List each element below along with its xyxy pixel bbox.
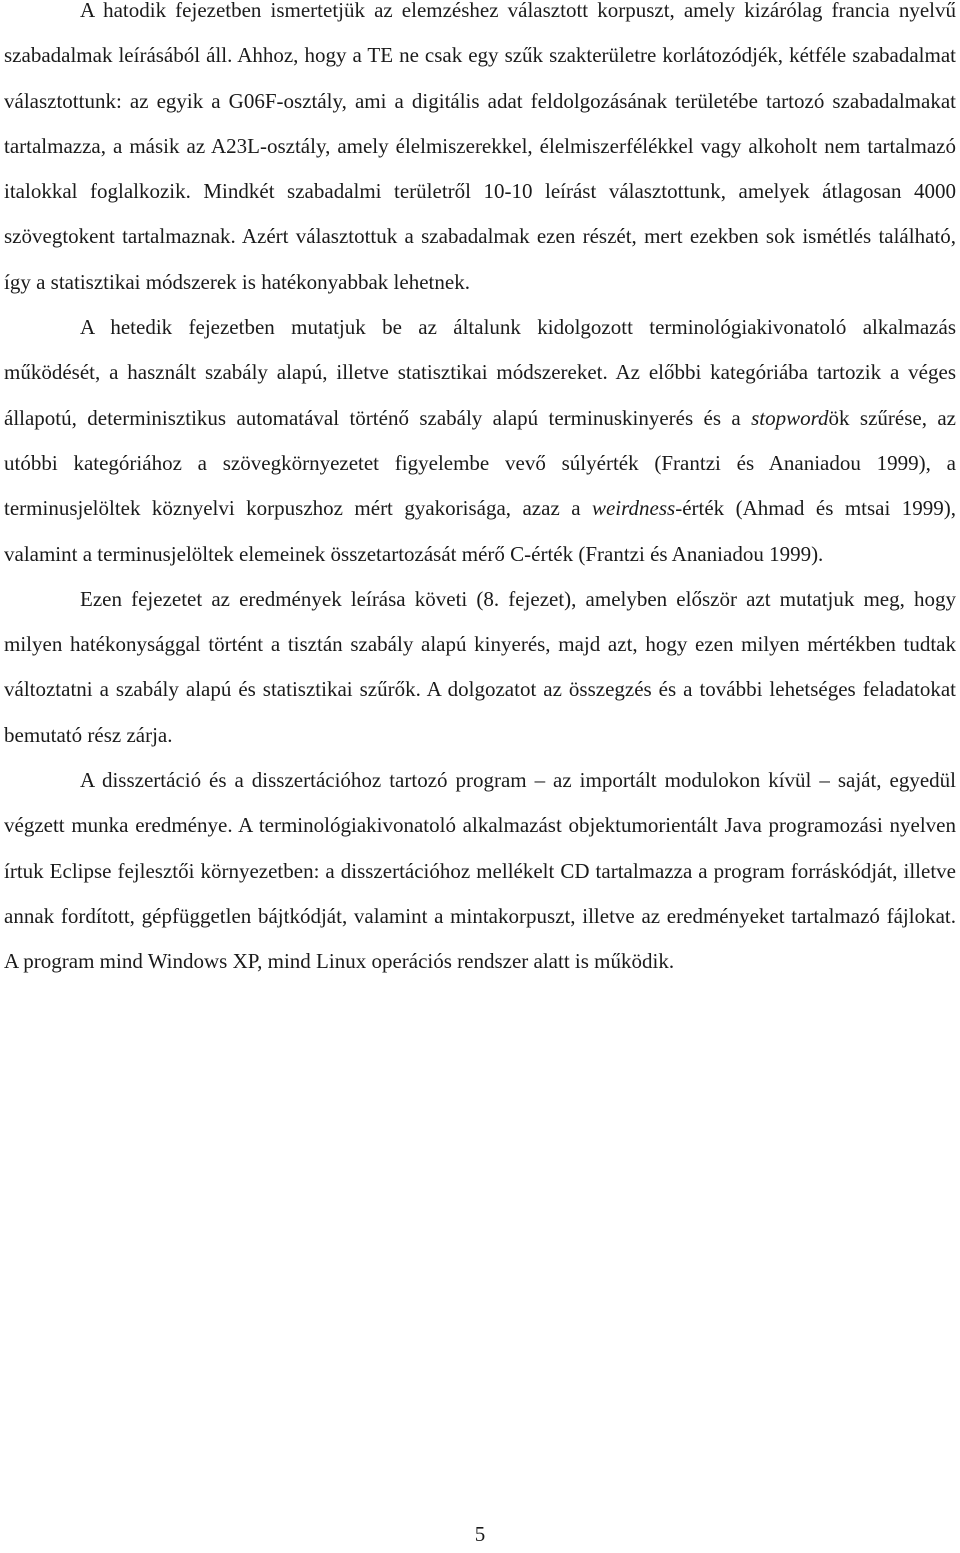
paragraph-text: A hatodik fejezetben ismertetjük az elemzéshez választott korpuszt, amely kizárólag francia nyelvű szabadalmak leírásából áll. Ahhoz, hogy a TE ne csak egy szűk szakterületre korlátozódjék, kétféle szabadalmat választottunk: az egyik a G06F-osztály, ami a digitális adat feldolgozásának területébe tartozó szabadalmakat tartalmazza, a másik az A23L-osztály, amely élelmiszerekkel, élelmiszerfélékkel vagy alkoholt nem tartalmazó italokkal foglalkozik. Mindkét szabadalmi területről 10-10 leírást választottunk, amelyek átlagosan 4000 szövegtokent tartalmaznak. Azért választottuk a szabadalmak ezen részét, mert ezekben sok ismétlés található, így a statisztikai módszerek is hatékonyabbak lehetnek. <box>4 0 956 294</box>
paragraph-text: A disszertáció és a disszertációhoz tartozó program – az importált modulokon kívül – saját, egyedül végzett munka eredménye. A terminológiakivonatoló alkalmazást objektumorientált Java programozási nyelven írtuk Eclipse fejlesztői környezetben: a disszertációhoz mellékelt CD tartalmazza a program forráskódját, illetve annak fordított, gépfüggetlen bájtkódját, valamint a mintakorpuszt, illetve az eredményeket tartalmazó fájlokat. A program mind Windows XP, mind Linux operációs rendszer alatt is működik. <box>4 768 956 974</box>
paragraph-text: ök szűrése, az utóbbi kategóriához a szövegkörnyezetet figyelembe vevő súlyérték (Frantzi és Ananiadou 1999), a terminusjelöltek köznyelvi korpuszhoz mért gyakorisága, azaz a <box>4 405 956 521</box>
italic-term-weirdness: weirdness <box>591 496 676 521</box>
page-number: 5 <box>474 1522 486 1546</box>
paragraph-text: Ezen fejezetet az eredmények leírása követi (8. fejezet), amelyben először azt mutatjuk meg, hogy milyen hatékonysággal történt a tisztán szabály alapú kinyerés, majd azt, hogy ezen milyen mértékben tudtak változtatni a szabály alapú és statisztikai szűrők. A dolgozatot az összegzés és a további lehetséges feladatokat bemutató rész zárja. <box>4 586 956 747</box>
paragraph-text: A hetedik fejezetben mutatjuk be az általunk kidolgozott terminológiakivonatoló alkalmazás működését, a használt szabály alapú, illetve statisztikai módszereket. Az előbbi kategóriába tartozik a véges állapotú, determinisztikus automatával történő szabály alapú terminuskinyerés és a <box>4 315 956 430</box>
italic-term-stopword: stopword <box>751 405 829 430</box>
paragraph-1 <box>4 0 956 305</box>
paragraph-4 <box>4 758 956 984</box>
document-body <box>4 0 956 985</box>
paragraph-2 <box>4 305 956 577</box>
paragraph-3 <box>4 577 956 758</box>
paragraph-text: -érték (Ahmad és mtsai 1999), valamint a terminusjelöltek elemeinek összetartozását mérő C-érték (Frantzi és Ananiadou 1999). <box>4 496 956 566</box>
